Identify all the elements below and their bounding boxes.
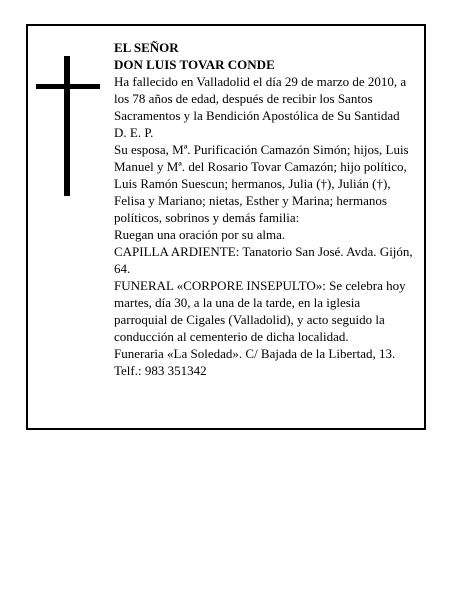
funeral-home-info: Funeraria «La Soledad». C/ Bajada de la Libertad, 13. Telf.: 983 351342 [114,346,396,378]
cross-icon [36,56,100,196]
deceased-name: DON LUIS TOVAR CONDE [114,57,275,72]
funeral-info: FUNERAL «CORPORE INSEPULTO»: Se celebra hoy martes, día 30, a la una de la tarde, en la iglesia parroquial de Cigales (Valladolid), y acto seguido la conducción al cementerio de dicha localidad. [114,278,406,344]
cross-horizontal-bar [36,84,100,89]
chapel-info: CAPILLA ARDIENTE: Tanatorio San José. Avda. Gijón, 64. [114,244,413,276]
family-list: Su esposa, Mª. Purificación Camazón Simón; hijos, Luis Manuel y Mª. del Rosario Tovar Camazón; hijo político, Luis Ramón Suescun; hermanos, Julia (†), Julián (†), Felisa y Mariano; nietas, Esther y Marina; hermanos políticos, sobrinos y demás familia: [114,142,409,225]
prayer-request: Ruegan una oración por su alma. [114,227,286,242]
deceased-title: EL SEÑOR [114,40,179,55]
obituary-text [114,39,414,379]
cross-vertical-bar [64,56,70,196]
death-announcement: Ha fallecido en Valladolid el día 29 de marzo de 2010, a los 78 años de edad, después de recibir los Santos Sacramentos y la Bendición Apostólica de Su Santidad D. E. P. [114,74,407,140]
